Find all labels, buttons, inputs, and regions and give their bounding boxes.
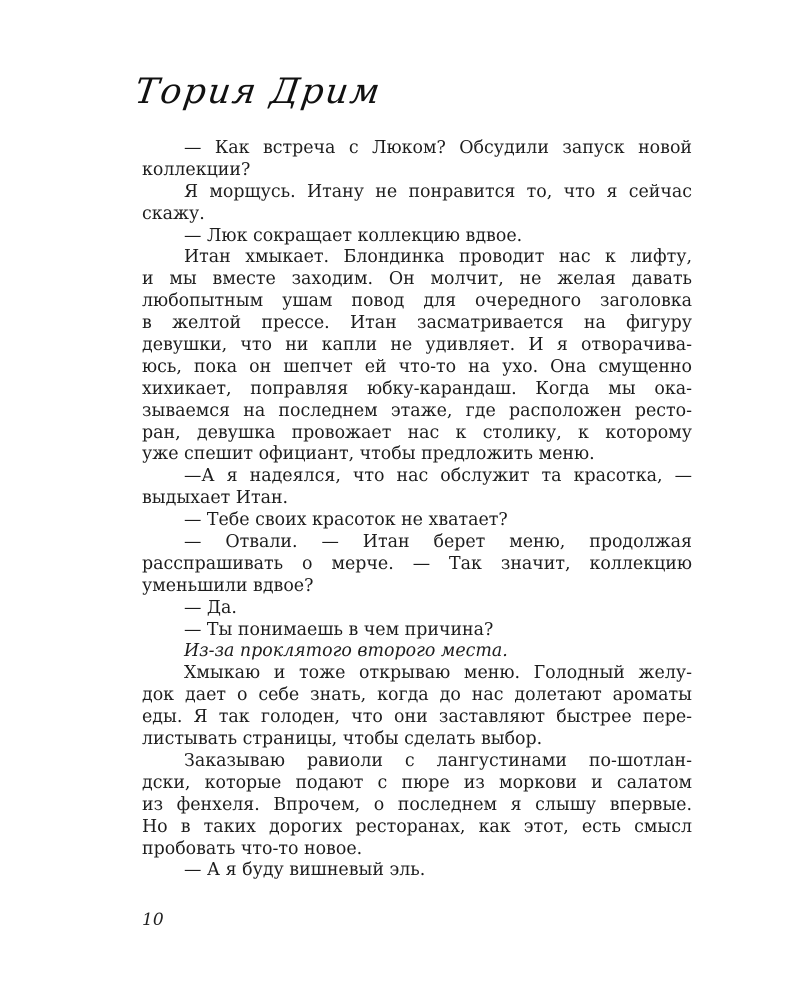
- author-name: Тория Дрим: [132, 72, 385, 112]
- text-line: еды. Я так голоден, что они заставляют быстрее пере-: [142, 707, 692, 728]
- page-number: 10: [142, 910, 164, 930]
- text-line: Но в таких дорогих ресторанах, как этот, есть смысл: [142, 816, 692, 837]
- text-line: любопытным ушам повод для очередного заголовка: [142, 291, 692, 312]
- body-text: [142, 138, 692, 882]
- text-line: — Ты понимаешь в чем причина?: [184, 619, 494, 640]
- text-line: скажу.: [142, 203, 205, 224]
- text-line: —А я надеялся, что нас обслужит та красотка, —: [184, 466, 692, 487]
- text-line-italic: Из-за проклятого второго места.: [184, 641, 508, 662]
- text-line: листывать страницы, чтобы сделать выбор.: [142, 729, 543, 750]
- text-line: коллекции?: [142, 159, 251, 180]
- text-line: выдыхает Итан.: [142, 488, 289, 509]
- text-line: — А я буду вишневый эль.: [184, 860, 426, 881]
- text-line: дски, которые подают с пюре из моркови и салатом: [142, 772, 692, 793]
- text-line: Хмыкаю и тоже открываю меню. Голодный желу-: [184, 663, 692, 684]
- text-line: уменьшили вдвое?: [142, 575, 314, 596]
- text-line: и мы вместе заходим. Он молчит, не желая давать: [142, 269, 692, 290]
- text-line: Итан хмыкает. Блондинка проводит нас к лифту,: [184, 247, 692, 268]
- text-line: — Как встреча с Люком? Обсудили запуск новой: [184, 138, 692, 158]
- text-line: ран, девушка провожает нас к столику, к которому: [142, 422, 692, 443]
- text-line: пробовать что-то новое.: [142, 838, 363, 859]
- text-line: Я морщусь. Итану не понравится то, что я сейчас: [184, 181, 692, 202]
- text-line: док дает о себе знать, когда до нас долетают ароматы: [142, 685, 692, 706]
- text-line: хихикает, поправляя юбку-карандаш. Когда мы ока-: [142, 378, 692, 399]
- text-line: — Люк сокращает коллекцию вдвое.: [184, 225, 523, 246]
- text-line: — Да.: [184, 597, 237, 618]
- text-line: расспрашивать о мерче. — Так значит, коллекцию: [142, 553, 692, 574]
- text-line: — Тебе своих красоток не хватает?: [184, 510, 508, 531]
- text-line: из фенхеля. Впрочем, о последнем я слышу впервые.: [142, 794, 692, 815]
- text-line: девушки, что ни капли не удивляет. И я отворачива-: [142, 335, 692, 356]
- text-line: в желтой прессе. Итан засматривается на фигуру: [142, 313, 692, 334]
- text-line: — Отвали. — Итан берет меню, продолжая: [184, 532, 692, 553]
- text-line: юсь, пока он шепчет ей что-то на ухо. Она смущенно: [142, 356, 692, 377]
- text-line: Заказываю равиоли с лангустинами по-шотлан-: [184, 750, 692, 771]
- text-line: уже спешит официант, чтобы предложить меню.: [142, 444, 595, 465]
- text-line: зываемся на последнем этаже, где расположен ресто-: [142, 400, 692, 421]
